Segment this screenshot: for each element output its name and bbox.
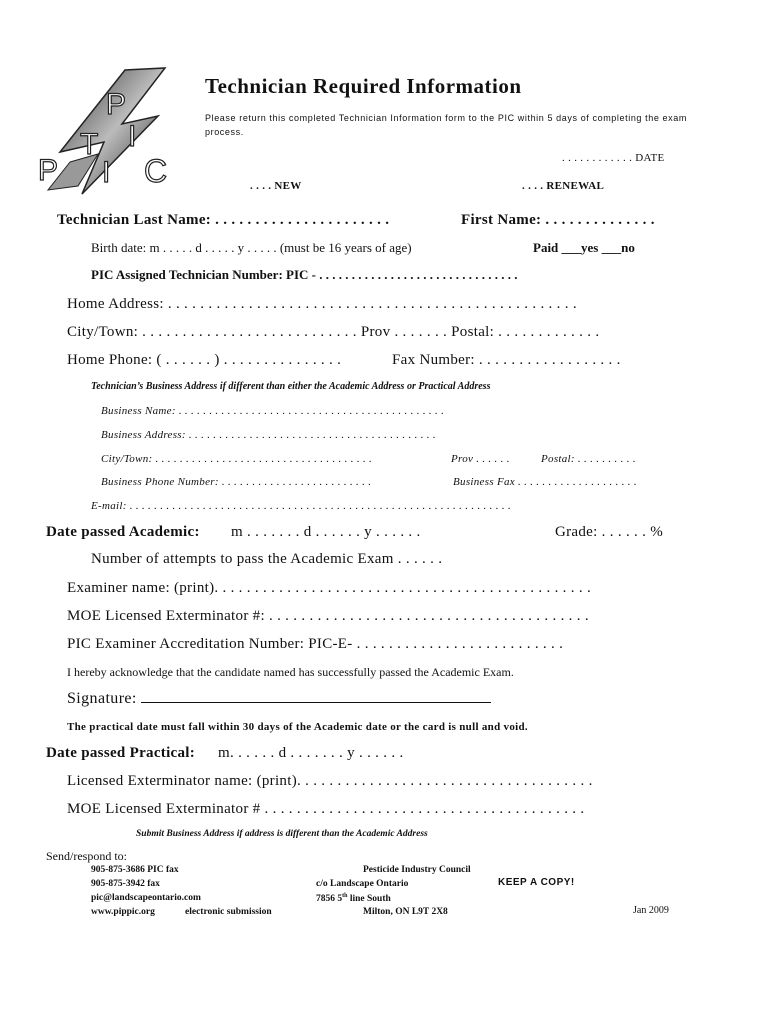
- examiner-name-field[interactable]: Examiner name: (print). . . . . . . . . . . . . . . . . . . . . . . . . . . . . . . . . . . . . . . . . . . . . . .: [67, 580, 592, 596]
- logo-letter-c: C: [144, 153, 168, 189]
- logo-letter-t: T: [80, 128, 99, 161]
- moe-exterminator-field[interactable]: MOE Licensed Exterminator #: . . . . . . . . . . . . . . . . . . . . . . . . . . . . . . . . . . . . . . . .: [67, 608, 589, 624]
- logo-letter-p-bottom: P: [38, 154, 59, 187]
- signature-line[interactable]: [141, 690, 491, 703]
- org-co: c/o Landscape Ontario: [316, 879, 409, 889]
- home-city-field[interactable]: City/Town: . . . . . . . . . . . . . . . . . . . . . . . . . . . Prov . . . . . . . Postal: . . . . . . . . . . . . .: [67, 324, 600, 340]
- form-date: Jan 2009: [633, 905, 669, 916]
- practical-notice: The practical date must fall within 30 days of the Academic date or the card is null and void.: [67, 721, 528, 733]
- fax-2: 905-875-3942 fax: [91, 879, 160, 889]
- licensed-exterminator-name-field[interactable]: Licensed Exterminator name: (print). . . . . . . . . . . . . . . . . . . . . . . . . . . . . . . . . . . . .: [67, 773, 593, 789]
- business-postal-field[interactable]: Postal: . . . . . . . . . .: [541, 453, 636, 465]
- logo-letter-p-top: P: [106, 88, 127, 121]
- submit-note: Submit Business Address if address is different than the Academic Address: [136, 829, 428, 839]
- logo-letter-i-bottom: I: [102, 156, 111, 189]
- pic-fax: 905-875-3686 PIC fax: [91, 865, 179, 875]
- contact-email[interactable]: pic@landscapeontario.com: [91, 893, 201, 903]
- attempts-field[interactable]: Number of attempts to pass the Academic Exam . . . . . .: [91, 551, 443, 567]
- birth-date-field[interactable]: Birth date: m . . . . . d . . . . . y . . . . . (must be 16 years of age): [91, 240, 412, 255]
- intro-text: Please return this completed Technician Information form to the PIC within 5 days of completing the exam process.: [205, 113, 687, 137]
- acknowledge-text: I hereby acknowledge that the candidate named has successfully passed the Academic Exam.: [67, 665, 514, 679]
- fax-number-field[interactable]: Fax Number: . . . . . . . . . . . . . . . . . .: [392, 352, 621, 368]
- business-fax-field[interactable]: Business Fax . . . . . . . . . . . . . . . . . . . .: [453, 476, 637, 488]
- grade-field[interactable]: Grade: . . . . . . %: [555, 524, 664, 540]
- business-phone-field[interactable]: Business Phone Number: . . . . . . . . . . . . . . . . . . . . . . . . .: [101, 476, 372, 488]
- renewal-checkbox[interactable]: . . . . RENEWAL: [522, 180, 605, 192]
- new-checkbox[interactable]: . . . . NEW: [250, 180, 302, 192]
- keep-copy-text: KEEP A COPY!: [498, 877, 575, 888]
- business-name-field[interactable]: Business Name: . . . . . . . . . . . . . . . . . . . . . . . . . . . . . . . . . . . . . . . . . . . .: [101, 405, 445, 417]
- business-prov-field[interactable]: Prov . . . . . .: [451, 453, 510, 465]
- home-phone-field[interactable]: Home Phone: ( . . . . . . ) . . . . . . . . . . . . . . .: [67, 352, 342, 368]
- business-city-field[interactable]: City/Town: . . . . . . . . . . . . . . . . . . . . . . . . . . . . . . . . . . . .: [101, 453, 373, 465]
- pic-logo: [30, 66, 180, 196]
- paid-field[interactable]: Paid ___yes ___no: [533, 240, 635, 255]
- website-link[interactable]: www.pippic.org: [91, 907, 155, 917]
- org-city: Milton, ON L9T 2X8: [363, 907, 448, 917]
- pic-logo-graphic: [30, 66, 180, 196]
- academic-label: Date passed Academic:: [46, 524, 200, 540]
- signature-label: Signature:: [67, 690, 142, 707]
- email-field[interactable]: E-mail: . . . . . . . . . . . . . . . . . . . . . . . . . . . . . . . . . . . . . . . . . . . . . . . . . . . . . . . . . . . . . . .: [91, 500, 511, 512]
- business-heading: Technician’s Business Address if different than either the Academic Address or Practical Address: [91, 381, 491, 392]
- signature-field[interactable]: [67, 690, 491, 708]
- practical-date-field[interactable]: m. . . . . . d . . . . . . . y . . . . . .: [218, 745, 404, 761]
- pic-number-field[interactable]: PIC Assigned Technician Number: PIC - . . . . . . . . . . . . . . . . . . . . . . . . . . . . . . .: [91, 267, 518, 282]
- practical-moe-field[interactable]: MOE Licensed Exterminator # . . . . . . . . . . . . . . . . . . . . . . . . . . . . . . . . . . . . . . . .: [67, 801, 585, 817]
- examiner-accreditation-field[interactable]: PIC Examiner Accreditation Number: PIC-E- . . . . . . . . . . . . . . . . . . . . . . . . . .: [67, 636, 564, 652]
- form-title: Technician Required Information: [205, 74, 522, 98]
- electronic-submission: electronic submission: [185, 907, 272, 917]
- practical-label: Date passed Practical:: [46, 745, 196, 761]
- home-address-field[interactable]: Home Address: . . . . . . . . . . . . . . . . . . . . . . . . . . . . . . . . . . . . . . . . . . . . . . . . . . .: [67, 296, 577, 312]
- logo-letter-i: I: [128, 120, 137, 153]
- last-name-field[interactable]: Technician Last Name: . . . . . . . . . . . . . . . . . . . . . .: [57, 212, 390, 228]
- first-name-field[interactable]: First Name: . . . . . . . . . . . . . .: [461, 212, 655, 228]
- send-label: Send/respond to:: [46, 849, 127, 863]
- date-field[interactable]: . . . . . . . . . . . . DATE: [562, 152, 665, 164]
- org-street: 7856 5th line South: [316, 893, 391, 905]
- org-name: Pesticide Industry Council: [363, 865, 471, 875]
- academic-date-field[interactable]: m . . . . . . . d . . . . . . y . . . . . .: [231, 524, 421, 540]
- business-address-field[interactable]: Business Address: . . . . . . . . . . . . . . . . . . . . . . . . . . . . . . . . . . . . . . . . .: [101, 429, 436, 441]
